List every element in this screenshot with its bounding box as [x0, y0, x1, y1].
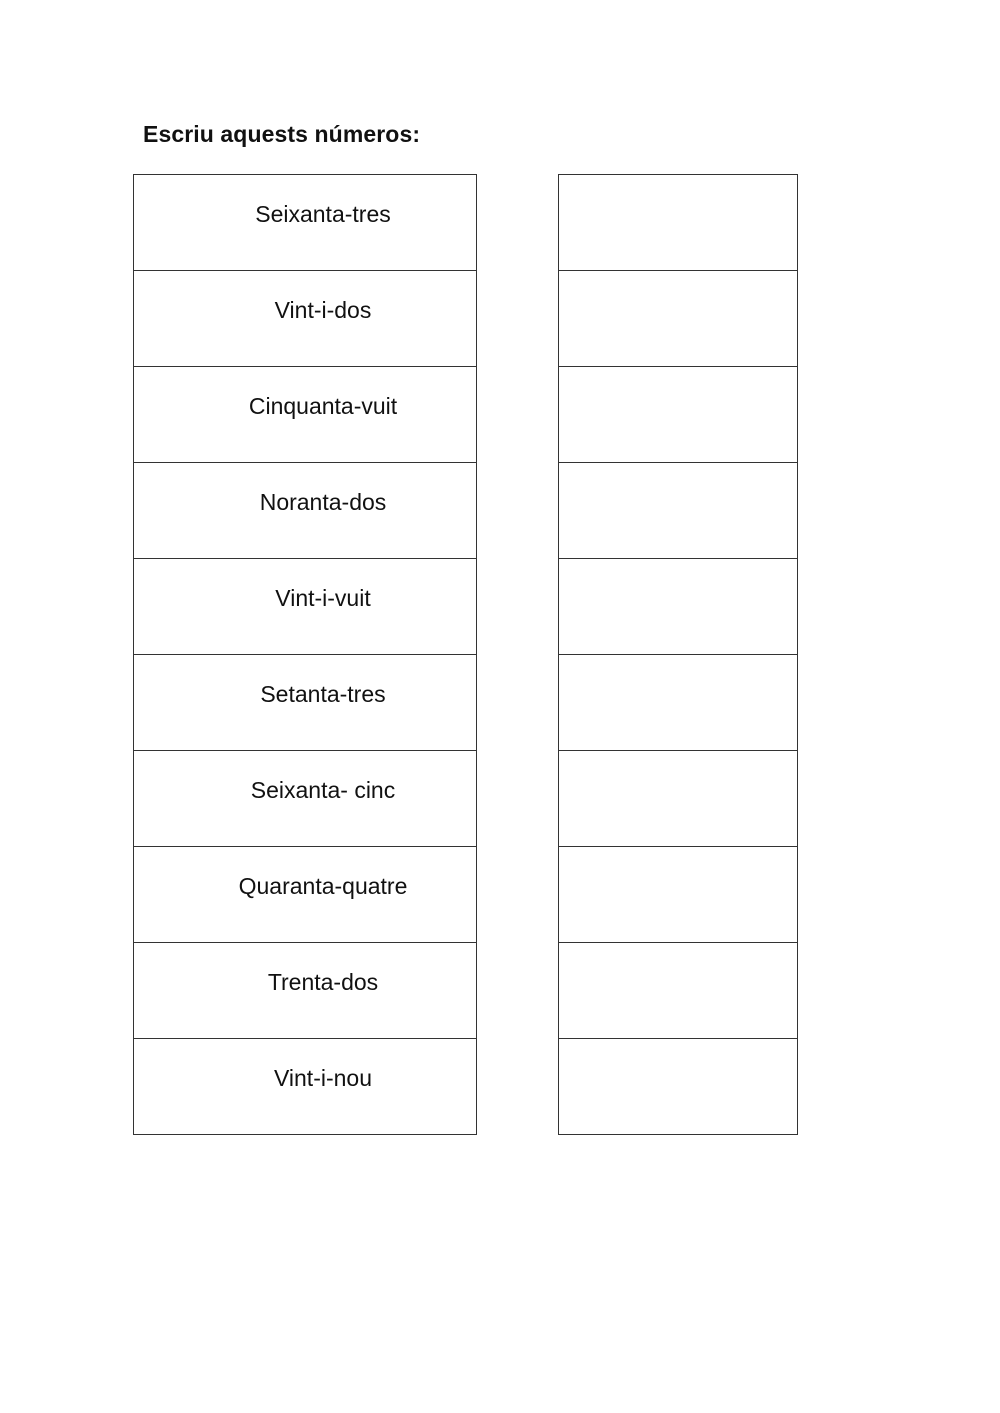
worksheet-title: Escriu aquests números: [143, 121, 421, 147]
answer-input[interactable] [559, 1039, 797, 1134]
answer-input[interactable] [559, 559, 797, 654]
answer-row [559, 750, 797, 846]
answer-input[interactable] [559, 271, 797, 366]
answer-input[interactable] [559, 847, 797, 942]
word-row [134, 558, 476, 654]
answer-row [559, 558, 797, 654]
number-words-table [133, 174, 477, 1135]
number-word: Noranta-dos [259, 489, 387, 515]
word-row [134, 175, 476, 270]
answer-row [559, 654, 797, 750]
answer-row [559, 846, 797, 942]
number-word: Setanta-tres [260, 681, 386, 707]
answer-input[interactable] [559, 175, 797, 270]
number-word: Seixanta- cinc [250, 777, 396, 803]
answer-input[interactable] [559, 367, 797, 462]
number-word: Quaranta-quatre [238, 873, 408, 899]
answer-input[interactable] [559, 463, 797, 558]
word-row [134, 270, 476, 366]
answer-row [559, 1038, 797, 1134]
number-word: Trenta-dos [267, 969, 379, 995]
answer-input[interactable] [559, 943, 797, 1038]
number-word: Vint-i-nou [273, 1065, 373, 1091]
word-row [134, 654, 476, 750]
answer-input[interactable] [559, 655, 797, 750]
answer-row [559, 942, 797, 1038]
number-word: Seixanta-tres [255, 201, 391, 227]
number-word: Vint-i-dos [274, 297, 372, 323]
number-word: Vint-i-vuit [275, 585, 371, 611]
answer-row [559, 366, 797, 462]
number-word: Cinquanta-vuit [248, 393, 398, 419]
word-row [134, 366, 476, 462]
word-row [134, 462, 476, 558]
answer-row [559, 462, 797, 558]
word-row [134, 846, 476, 942]
answer-boxes-table [558, 174, 798, 1135]
word-row [134, 942, 476, 1038]
answer-row [559, 270, 797, 366]
answer-row [559, 175, 797, 270]
word-row [134, 1038, 476, 1134]
word-row [134, 750, 476, 846]
answer-input[interactable] [559, 751, 797, 846]
